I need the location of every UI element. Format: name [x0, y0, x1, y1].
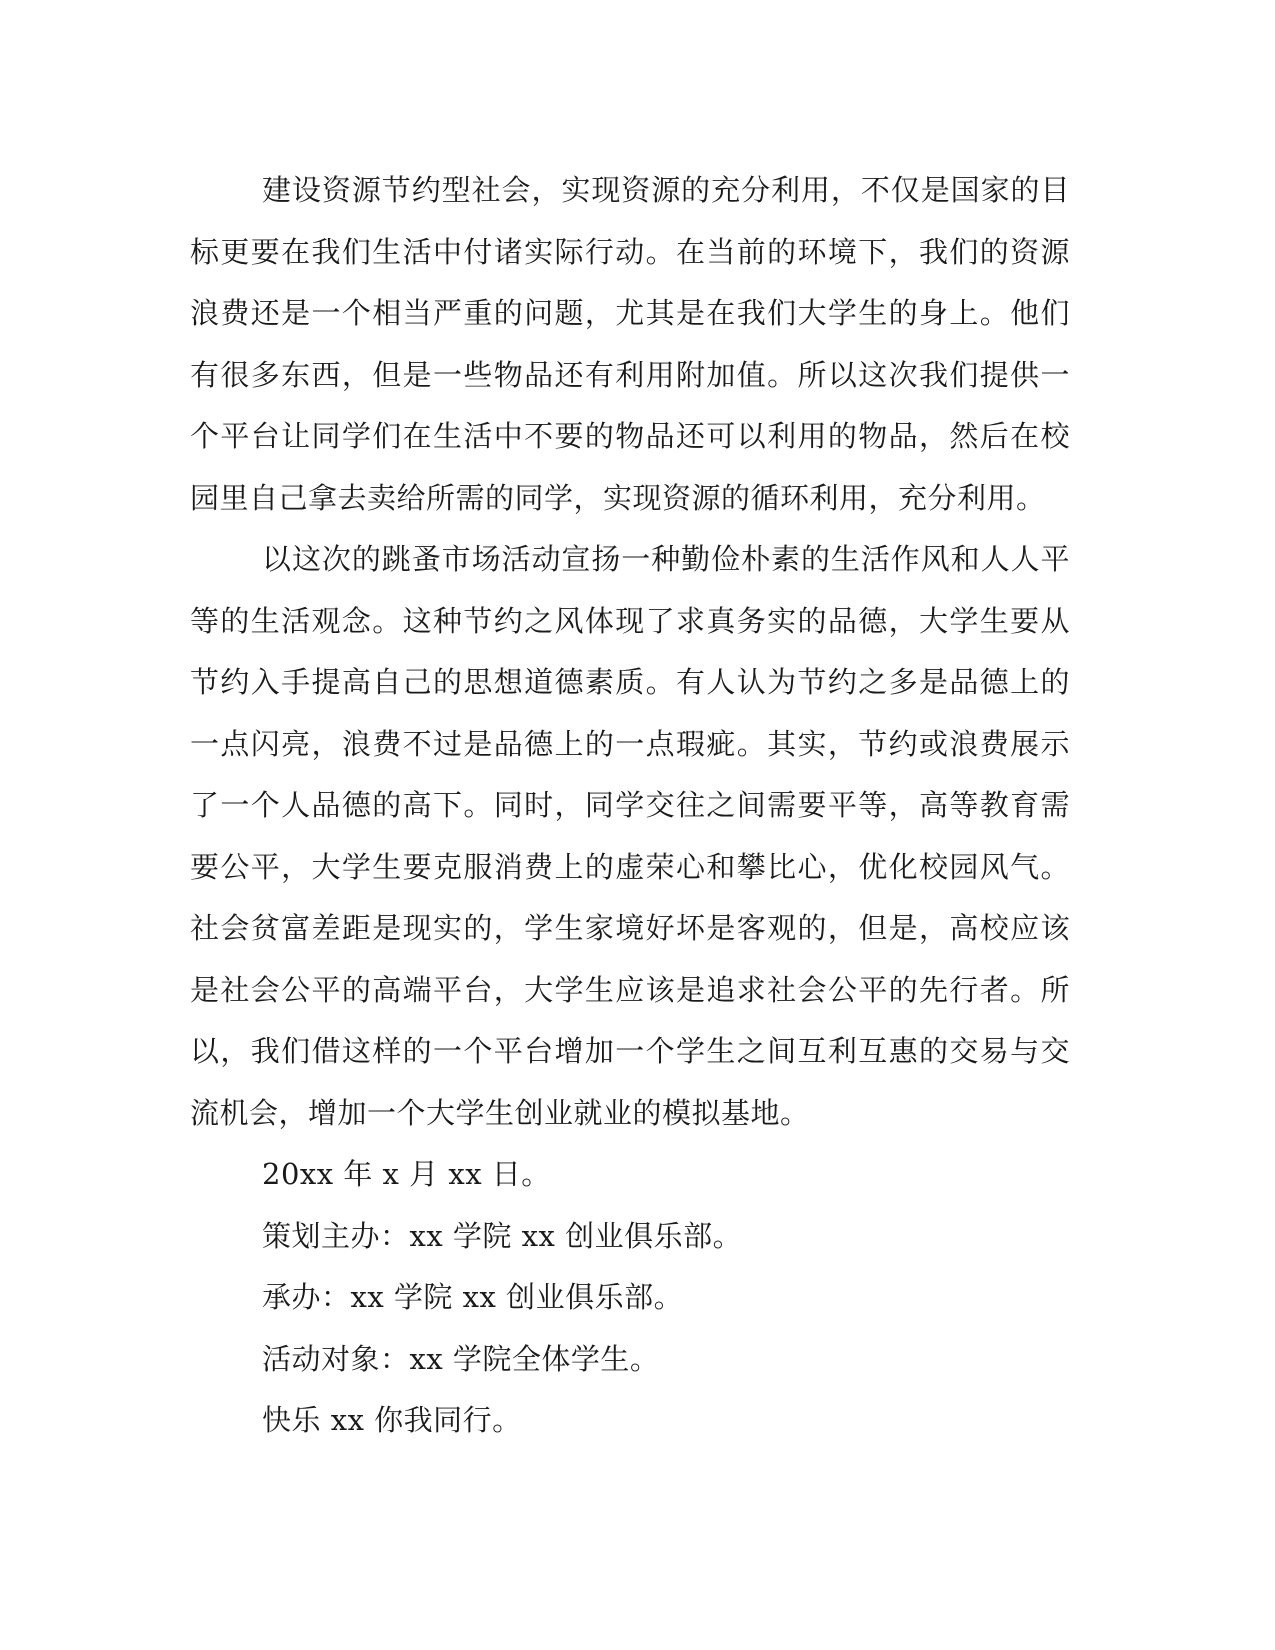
slogan-line: 快乐 xx 你我同行。	[262, 1403, 522, 1437]
host-line: 承办：xx 学院 xx 创业俱乐部。	[262, 1280, 684, 1314]
audience-line: 活动对象：xx 学院全体学生。	[262, 1341, 660, 1376]
paragraph-purpose: 以这次的跳蚤市场活动宣扬一种勤俭朴素的生活作风和人人平等的生活观念。这种节约之风体现了求真务实的品德，大学生要从节约入手提高自己的思想道德素质。有人认为节约之多是品德上的一点闪亮，浪费不过是品德上的一点瑕疵。其实，节约或浪费展示了一个人品德的高下。同时，同学交往之间需要平等，高等教育需要公平，大学生要克服消费上的虚荣心和攀比心，优化校园风气。社会贫富差距是现实的，学生家境好坏是客观的，但是，高校应该是社会公平的高端平台，大学生应该是追求社会公平的先行者。所以，我们借这样的一个平台增加一个学生之间互利互惠的交易与交流机会，增加一个大学生创业就业的模拟基地。	[190, 542, 1070, 1130]
document-body	[190, 160, 1070, 1452]
organizer-line: 策划主办：xx 学院 xx 创业俱乐部。	[262, 1218, 743, 1253]
paragraph-intro: 建设资源节约型社会，实现资源的充分利用，不仅是国家的目标更要在我们生活中付诸实际行动。在当前的环境下，我们的资源浪费还是一个相当严重的问题，尤其是在我们大学生的身上。他们有很多东西，但是一些物品还有利用附加值。所以这次我们提供一个平台让同学们在生活中不要的物品还可以利用的物品，然后在校园里自己拿去卖给所需的同学，实现资源的循环利用，充分利用。	[190, 173, 1070, 515]
event-date: 20xx 年 x 月 xx 日。	[262, 1157, 551, 1191]
